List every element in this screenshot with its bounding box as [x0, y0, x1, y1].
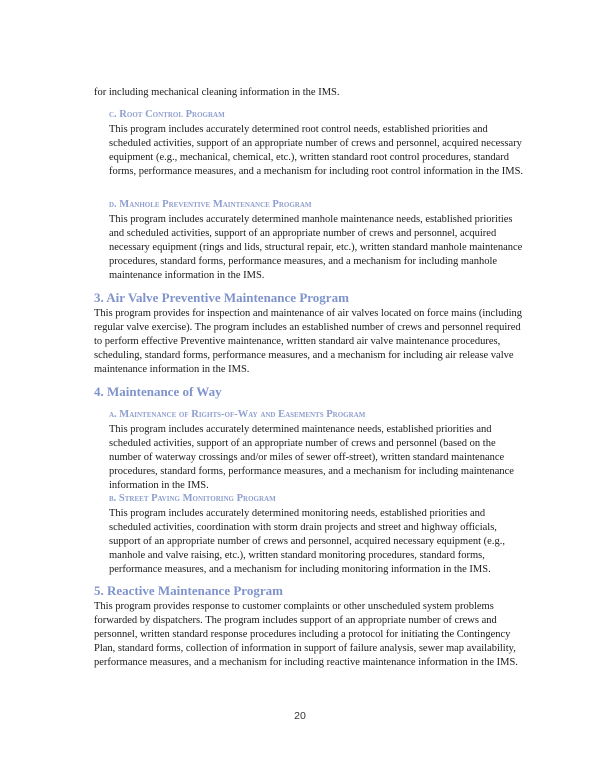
- paragraph-reactive-maintenance: This program provides response to customer complaints or other unscheduled system problems forwarded by dispatchers. The program includes support of an appropriate number of crews and personnel, written standard response procedures including a protocol for initiating the Contingency Plan, standard forms, collection of information in support of failure analysis, sewer map availability, performance measures, and a mechanism for including reactive maintenance information in the IMS.: [94, 601, 518, 668]
- paragraph-street-paving: This program includes accurately determined monitoring needs, established priorities and scheduled activities, coordination with storm drain projects and street and highway officials, support of an appropriate number of crews and personnel, acquired necessary equipment (e.g., manhole and valve raising, etc.), written standard monitoring procedures, standard forms, performance measures, and a mechanism for including monitoring information in the IMS.: [109, 508, 505, 575]
- paragraph-rights-of-way: This program includes accurately determined maintenance needs, established priorities and scheduled activities, support of an appropriate number of crews and personnel (based on the number of waterway crossings and/or miles of sewer off-street), written standard maintenance procedures, standard forms, performance measures, and a mechanism for including maintenance information in the IMS.: [109, 424, 514, 491]
- paragraph-air-valve: This program provides for inspection and maintenance of air valves located on force mains (including regular valve exercise). The program includes an established number of crews and personnel required to perform effective Preventive maintenance, written standard air valve maintenance procedures, scheduling, standard forms, performance measures, and a mechanism for including air release valve maintenance information in the IMS.: [94, 308, 523, 375]
- heading-air-valve: 3. Air Valve Preventive Maintenance Program: [94, 290, 349, 305]
- intro-paragraph: for including mechanical cleaning information in the IMS.: [94, 87, 340, 98]
- heading-root-control: c. Root Control Program: [109, 109, 225, 120]
- page-number: 20: [294, 710, 306, 722]
- paragraph-root-control: This program includes accurately determined root control needs, established priorities and scheduled activities, support of an appropriate number of crews and personnel, acquired necessary equipment (e.g., mechanical, chemical, etc.), written standard root control procedures, standard forms, performance measures, and a mechanism for including root control information in the IMS.: [109, 124, 524, 177]
- heading-street-paving: b. Street Paving Monitoring Program: [109, 493, 276, 504]
- heading-rights-of-way: a. Maintenance of Rights-of-Way and Easements Program: [109, 409, 366, 420]
- heading-reactive-maintenance: 5. Reactive Maintenance Program: [94, 583, 283, 598]
- paragraph-manhole-maintenance: This program includes accurately determined manhole maintenance needs, established priorities and scheduled activities, support of an appropriate number of crews and personnel, acquired necessary equipment (rings and lids, structural repair, etc.), written standard manhole maintenance procedures, standard forms, performance measures, and a mechanism for including manhole maintenance information in the IMS.: [109, 214, 523, 281]
- heading-manhole-maintenance: d. Manhole Preventive Maintenance Program: [109, 199, 312, 210]
- heading-maintenance-of-way: 4. Maintenance of Way: [94, 384, 222, 399]
